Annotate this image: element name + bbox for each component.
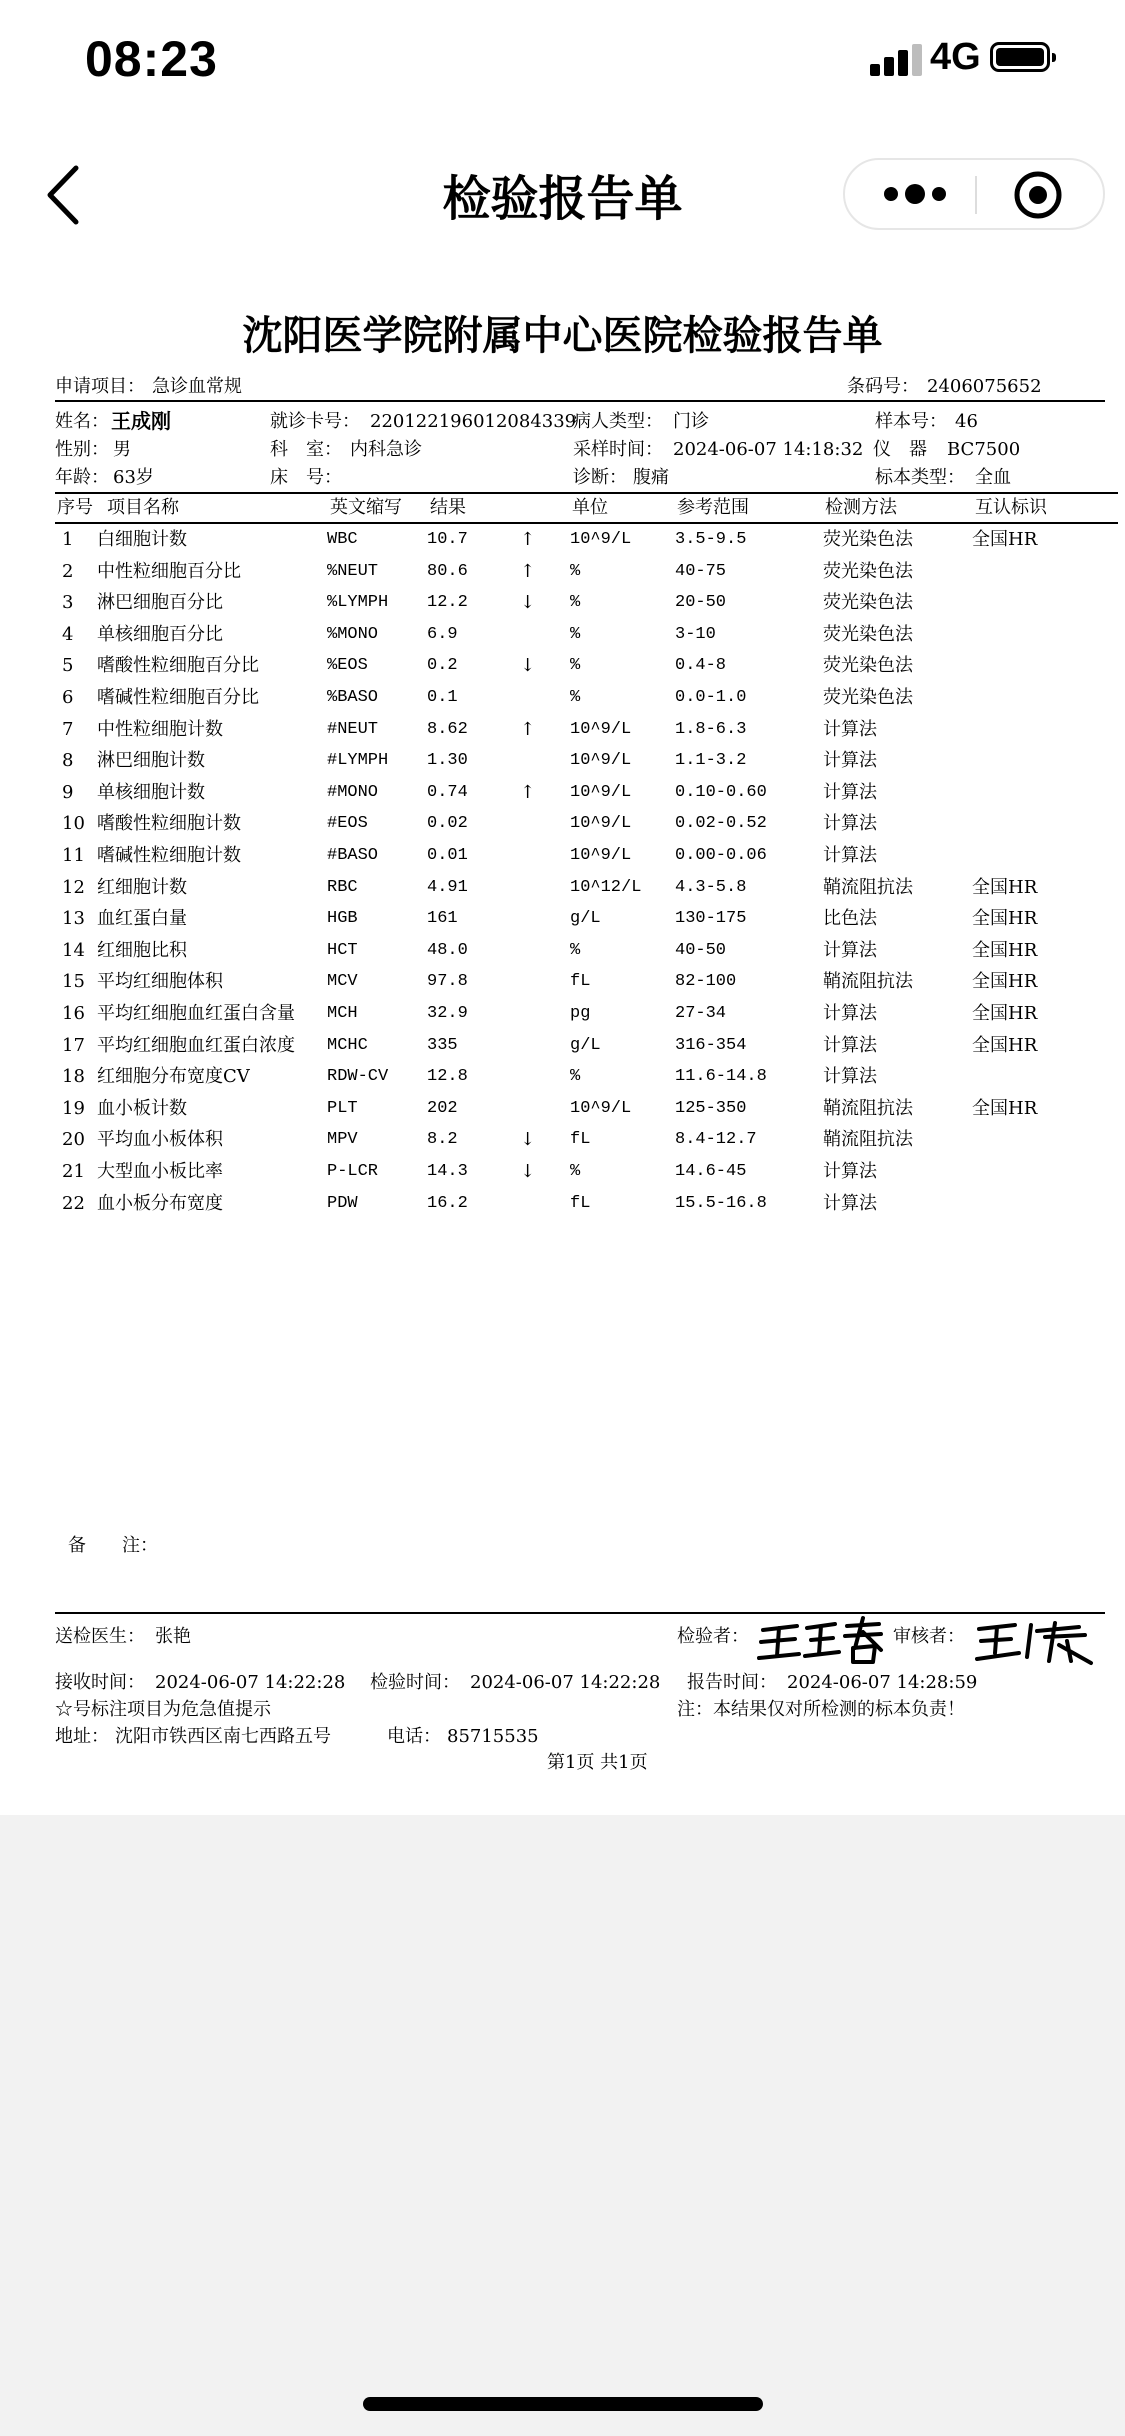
row-unit: fL (570, 1193, 591, 1213)
row-no: 20 (62, 1129, 85, 1151)
row-name: 嗜碱性粒细胞计数 (97, 845, 241, 866)
table-row (0, 941, 1125, 972)
row-abbr: MCHC (327, 1035, 368, 1055)
row-range: 316-354 (675, 1035, 747, 1055)
row-unit: % (570, 940, 581, 960)
diagnosis-label: 诊断： (573, 467, 627, 488)
critical-note: ☆号标注项目为危急值提示 (55, 1699, 271, 1720)
table-row (0, 1130, 1125, 1161)
phone-label: 电话： (387, 1726, 441, 1747)
instrument-label: 仪 器 (873, 439, 927, 460)
collect-time-label: 采样时间： (573, 439, 663, 460)
row-result: 0.02 (427, 814, 468, 834)
row-unit: 10^9/L (570, 530, 632, 549)
row-method: 计算法 (823, 1192, 877, 1214)
row-result: 6.9 (427, 624, 458, 644)
col-abbr: 英文缩写 (330, 497, 402, 518)
row-range: 40-50 (675, 940, 727, 960)
row-method: 计算法 (823, 1066, 877, 1088)
row-no: 4 (62, 623, 74, 645)
row-method: 荧光染色法 (823, 687, 913, 708)
row-abbr: MPV (327, 1130, 358, 1150)
row-name: 单核细胞百分比 (97, 623, 223, 645)
row-result: 8.2 (427, 1130, 458, 1150)
test-time-value: 2024-06-07 14:22:28 (470, 1672, 661, 1693)
row-unit: pg (570, 1004, 591, 1023)
barcode-label: 条码号： (847, 376, 919, 397)
table-row (0, 1162, 1125, 1193)
row-flag: ↑ (520, 718, 536, 740)
row-result: 12.8 (427, 1067, 468, 1087)
row-unit: g/L (570, 909, 601, 929)
row-range: 0.10-0.60 (675, 782, 767, 802)
row-range: 11.6-14.8 (675, 1067, 767, 1087)
page-info: 第1页 共1页 (547, 1752, 648, 1773)
row-mutual: 全国HR (972, 908, 1038, 930)
report-time-value: 2024-06-07 14:28:59 (787, 1672, 978, 1693)
row-method: 计算法 (823, 1003, 877, 1024)
row-unit: 10^12/L (570, 877, 642, 897)
row-range: 14.6-45 (675, 1162, 747, 1181)
row-abbr: #EOS (327, 814, 368, 834)
row-flag: ↓ (520, 655, 536, 677)
row-abbr: P-LCR (327, 1162, 379, 1181)
disclaimer: 注：本结果仅对所检测的标本负责！ (677, 1699, 965, 1720)
home-indicator[interactable] (363, 2397, 763, 2411)
row-method: 计算法 (823, 1161, 877, 1182)
table-row (0, 751, 1125, 782)
row-name: 平均红细胞体积 (97, 971, 223, 993)
row-result: 48.0 (427, 940, 468, 960)
sample-no-value: 46 (955, 411, 978, 432)
table-row (0, 720, 1125, 751)
sample-no-label: 样本号： (875, 411, 947, 432)
instrument-value: BC7500 (947, 439, 1021, 460)
row-no: 13 (62, 908, 85, 930)
row-abbr: %MONO (327, 624, 379, 644)
row-result: 202 (427, 1098, 458, 1118)
table-row (0, 1036, 1125, 1067)
table-row (0, 562, 1125, 593)
row-no: 22 (62, 1192, 85, 1214)
card-label: 就诊卡号： (270, 411, 360, 432)
table-row (0, 878, 1125, 909)
row-unit: 10^9/L (570, 814, 632, 834)
row-name: 中性粒细胞计数 (97, 718, 223, 740)
row-unit: % (570, 561, 581, 581)
row-abbr: RBC (327, 877, 358, 897)
table-row (0, 593, 1125, 624)
row-result: 10.7 (427, 530, 468, 549)
row-mutual: 全国HR (972, 876, 1038, 898)
barcode-value: 2406075652 (927, 376, 1042, 397)
row-flag: ↑ (520, 781, 536, 803)
tester-signature (755, 1612, 885, 1671)
row-abbr: %EOS (327, 656, 368, 676)
row-range: 20-50 (675, 593, 727, 613)
row-no: 18 (62, 1066, 85, 1088)
row-no: 2 (62, 560, 74, 582)
row-unit: % (570, 593, 581, 613)
row-result: 1.30 (427, 751, 468, 771)
row-mutual: 全国HR (972, 971, 1038, 993)
more-dots-icon (875, 174, 955, 214)
row-abbr: HGB (327, 909, 358, 929)
table-row (0, 688, 1125, 719)
more-button[interactable] (875, 174, 955, 214)
row-unit: 10^9/L (570, 719, 632, 739)
row-abbr: %LYMPH (327, 593, 389, 613)
row-no: 5 (62, 655, 74, 677)
footer-divider (55, 1612, 1105, 1614)
row-name: 红细胞计数 (97, 876, 187, 898)
row-unit: % (570, 624, 581, 644)
row-flag: ↓ (520, 1129, 536, 1151)
row-no: 6 (62, 687, 74, 708)
row-result: 80.6 (427, 561, 468, 581)
row-range: 0.4-8 (675, 656, 727, 676)
row-range: 82-100 (675, 972, 737, 992)
row-unit: 10^9/L (570, 1098, 632, 1118)
row-flag: ↑ (520, 529, 536, 550)
row-name: 嗜碱性粒细胞百分比 (97, 687, 259, 708)
row-name: 红细胞比积 (97, 939, 187, 961)
row-result: 32.9 (427, 1004, 468, 1023)
row-unit: 10^9/L (570, 846, 632, 865)
col-range: 参考范围 (677, 497, 749, 518)
table-row (0, 1004, 1125, 1035)
row-unit: % (570, 1162, 581, 1181)
col-mutual: 互认标识 (975, 497, 1047, 518)
reviewer-label: 审核者： (893, 1626, 965, 1647)
row-no: 12 (62, 876, 85, 898)
row-unit: % (570, 1067, 581, 1087)
row-method: 鞘流阻抗法 (823, 1097, 913, 1119)
row-abbr: PLT (327, 1098, 358, 1118)
address-label: 地址： (55, 1726, 109, 1747)
row-no: 19 (62, 1097, 85, 1119)
sample-type-label: 标本类型： (875, 467, 965, 488)
row-range: 3-10 (675, 624, 716, 644)
row-no: 16 (62, 1003, 85, 1024)
row-method: 计算法 (823, 1034, 877, 1056)
table-row (0, 972, 1125, 1003)
row-mutual: 全国HR (972, 1003, 1038, 1024)
col-no: 序号 (57, 497, 93, 518)
row-range: 1.1-3.2 (675, 751, 747, 771)
table-row (0, 783, 1125, 814)
row-unit: fL (570, 1130, 591, 1150)
row-result: 161 (427, 909, 458, 929)
row-range: 40-75 (675, 561, 727, 581)
row-name: 平均红细胞血红蛋白含量 (97, 1003, 295, 1024)
page-title: 检验报告单 (442, 171, 683, 227)
row-abbr: RDW-CV (327, 1067, 389, 1087)
row-abbr: %NEUT (327, 561, 379, 581)
row-range: 130-175 (675, 909, 747, 929)
row-abbr: #BASO (327, 846, 379, 865)
report-title: 沈阳医学院附属中心医院检验报告单 (242, 312, 883, 359)
remark-label: 备 注： (68, 1535, 158, 1556)
row-unit: % (570, 656, 581, 676)
row-flag: ↑ (520, 560, 536, 582)
row-abbr: #MONO (327, 782, 379, 802)
row-unit: % (570, 688, 581, 707)
table-row (0, 656, 1125, 687)
capsule-divider (975, 176, 977, 214)
row-mutual: 全国HR (972, 1034, 1038, 1056)
row-mutual: 全国HR (972, 529, 1038, 550)
row-result: 16.2 (427, 1193, 468, 1213)
row-flag: ↓ (520, 592, 536, 614)
row-name: 嗜酸性粒细胞百分比 (97, 655, 259, 677)
row-mutual: 全国HR (972, 939, 1038, 961)
doctor-value: 张艳 (155, 1626, 191, 1647)
row-name: 红细胞分布宽度CV (97, 1066, 250, 1088)
row-unit: g/L (570, 1035, 601, 1055)
row-abbr: MCV (327, 972, 358, 992)
address-value: 沈阳市铁西区南七西路五号 (115, 1726, 331, 1747)
table-row (0, 1099, 1125, 1130)
row-result: 0.01 (427, 846, 468, 865)
row-method: 计算法 (823, 750, 877, 772)
row-method: 荧光染色法 (823, 529, 913, 550)
row-no: 17 (62, 1034, 85, 1056)
row-method: 鞘流阻抗法 (823, 1129, 913, 1151)
row-range: 27-34 (675, 1004, 727, 1023)
row-method: 荧光染色法 (823, 560, 913, 582)
row-result: 97.8 (427, 972, 468, 992)
row-name: 大型血小板比率 (97, 1161, 223, 1182)
sex-value: 男 (113, 439, 131, 460)
row-method: 计算法 (823, 845, 877, 866)
sample-type-value: 全血 (975, 467, 1011, 488)
row-method: 荧光染色法 (823, 655, 913, 677)
table-row (0, 814, 1125, 845)
row-flag: ↓ (520, 1161, 536, 1182)
table-row (0, 1067, 1125, 1098)
collect-time-value: 2024-06-07 14:18:32 (673, 439, 864, 460)
row-no: 21 (62, 1161, 85, 1182)
age-label: 年龄： (55, 467, 109, 488)
row-abbr: MCH (327, 1004, 358, 1023)
row-method: 计算法 (823, 718, 877, 740)
col-method: 检测方法 (825, 497, 897, 518)
row-name: 血小板计数 (97, 1097, 187, 1119)
row-range: 1.8-6.3 (675, 719, 747, 739)
sex-label: 性别： (55, 439, 109, 460)
doctor-label: 送检医生： (55, 1626, 145, 1647)
row-abbr: #LYMPH (327, 751, 389, 771)
row-result: 0.1 (427, 688, 458, 707)
header-divider (55, 400, 1105, 402)
row-name: 平均血小板体积 (97, 1129, 223, 1151)
row-result: 12.2 (427, 593, 468, 613)
row-mutual: 全国HR (972, 1097, 1038, 1119)
row-abbr: WBC (327, 530, 358, 549)
row-no: 8 (62, 750, 74, 772)
table-row (0, 625, 1125, 656)
row-name: 血小板分布宽度 (97, 1192, 223, 1214)
report-time-label: 报告时间： (687, 1672, 777, 1693)
request-value: 急诊血常规 (152, 376, 242, 397)
bed-label: 床 号： (270, 467, 342, 488)
phone-value: 85715535 (447, 1726, 539, 1747)
row-no: 3 (62, 592, 74, 614)
status-time: 08:23 (85, 31, 218, 87)
diagnosis-value: 腹痛 (633, 467, 669, 488)
row-method: 鞘流阻抗法 (823, 876, 913, 898)
row-no: 10 (62, 813, 85, 835)
row-unit: 10^9/L (570, 751, 632, 771)
patient-type-label: 病人类型： (573, 411, 663, 432)
card-value: 220122196012084339 (370, 411, 577, 432)
row-no: 14 (62, 939, 85, 961)
reviewer-signature (975, 1617, 1095, 1671)
row-method: 计算法 (823, 781, 877, 803)
row-name: 淋巴细胞百分比 (97, 592, 223, 614)
request-label: 申请项目： (55, 376, 145, 397)
receive-value: 2024-06-07 14:22:28 (155, 1672, 346, 1693)
row-result: 335 (427, 1035, 458, 1055)
row-method: 荧光染色法 (823, 623, 913, 645)
network-type: 4G (930, 36, 981, 78)
col-unit: 单位 (572, 497, 608, 518)
dept-label: 科 室： (270, 439, 342, 460)
row-range: 0.00-0.06 (675, 846, 767, 865)
signal-icon (870, 44, 922, 76)
row-abbr: PDW (327, 1193, 358, 1213)
row-method: 比色法 (823, 908, 877, 930)
table-header-rule (55, 522, 1118, 524)
row-abbr: %BASO (327, 688, 379, 707)
target-close-icon (1013, 170, 1063, 220)
row-range: 8.4-12.7 (675, 1130, 757, 1150)
row-name: 平均红细胞血红蛋白浓度 (97, 1034, 295, 1056)
row-result: 8.62 (427, 719, 468, 739)
dept-value: 内科急诊 (350, 439, 422, 460)
table-row (0, 909, 1125, 940)
row-result: 0.2 (427, 656, 458, 676)
row-method: 荧光染色法 (823, 592, 913, 614)
mini-program-capsule (843, 158, 1105, 230)
row-no: 11 (62, 845, 85, 866)
row-no: 7 (62, 718, 74, 740)
name-label: 姓名： (55, 411, 109, 432)
table-row (0, 1194, 1125, 1225)
row-no: 9 (62, 781, 74, 803)
battery-icon (990, 42, 1050, 72)
age-value: 63岁 (113, 467, 154, 488)
row-name: 中性粒细胞百分比 (97, 560, 241, 582)
row-method: 计算法 (823, 813, 877, 835)
row-unit: 10^9/L (570, 782, 632, 802)
row-range: 0.0-1.0 (675, 688, 747, 707)
row-abbr: HCT (327, 940, 358, 960)
col-name: 项目名称 (107, 497, 179, 518)
row-method: 鞘流阻抗法 (823, 971, 913, 993)
row-result: 4.91 (427, 877, 468, 897)
row-result: 0.74 (427, 782, 468, 802)
row-no: 15 (62, 971, 85, 993)
row-range: 4.3-5.8 (675, 877, 747, 897)
receive-label: 接收时间： (55, 1672, 145, 1693)
row-abbr: #NEUT (327, 719, 379, 739)
row-range: 15.5-16.8 (675, 1193, 767, 1213)
row-name: 白细胞计数 (97, 529, 187, 550)
row-result: 14.3 (427, 1162, 468, 1181)
row-range: 3.5-9.5 (675, 530, 747, 549)
table-row (0, 846, 1125, 877)
close-button[interactable] (1013, 170, 1063, 220)
row-range: 125-350 (675, 1098, 747, 1118)
row-name: 淋巴细胞计数 (97, 750, 205, 772)
row-name: 单核细胞计数 (97, 781, 205, 803)
tester-label: 检验者： (677, 1626, 749, 1647)
test-time-label: 检验时间： (370, 1672, 460, 1693)
col-result: 结果 (430, 497, 466, 518)
patient-name: 王成刚 (111, 409, 171, 433)
row-name: 血红蛋白量 (97, 908, 187, 930)
row-range: 0.02-0.52 (675, 814, 767, 834)
row-no: 1 (62, 529, 74, 550)
row-name: 嗜酸性粒细胞计数 (97, 813, 241, 835)
patient-type-value: 门诊 (673, 411, 709, 432)
row-unit: fL (570, 972, 591, 992)
table-row (0, 530, 1125, 561)
table-top-rule (55, 492, 1118, 494)
row-method: 计算法 (823, 939, 877, 961)
